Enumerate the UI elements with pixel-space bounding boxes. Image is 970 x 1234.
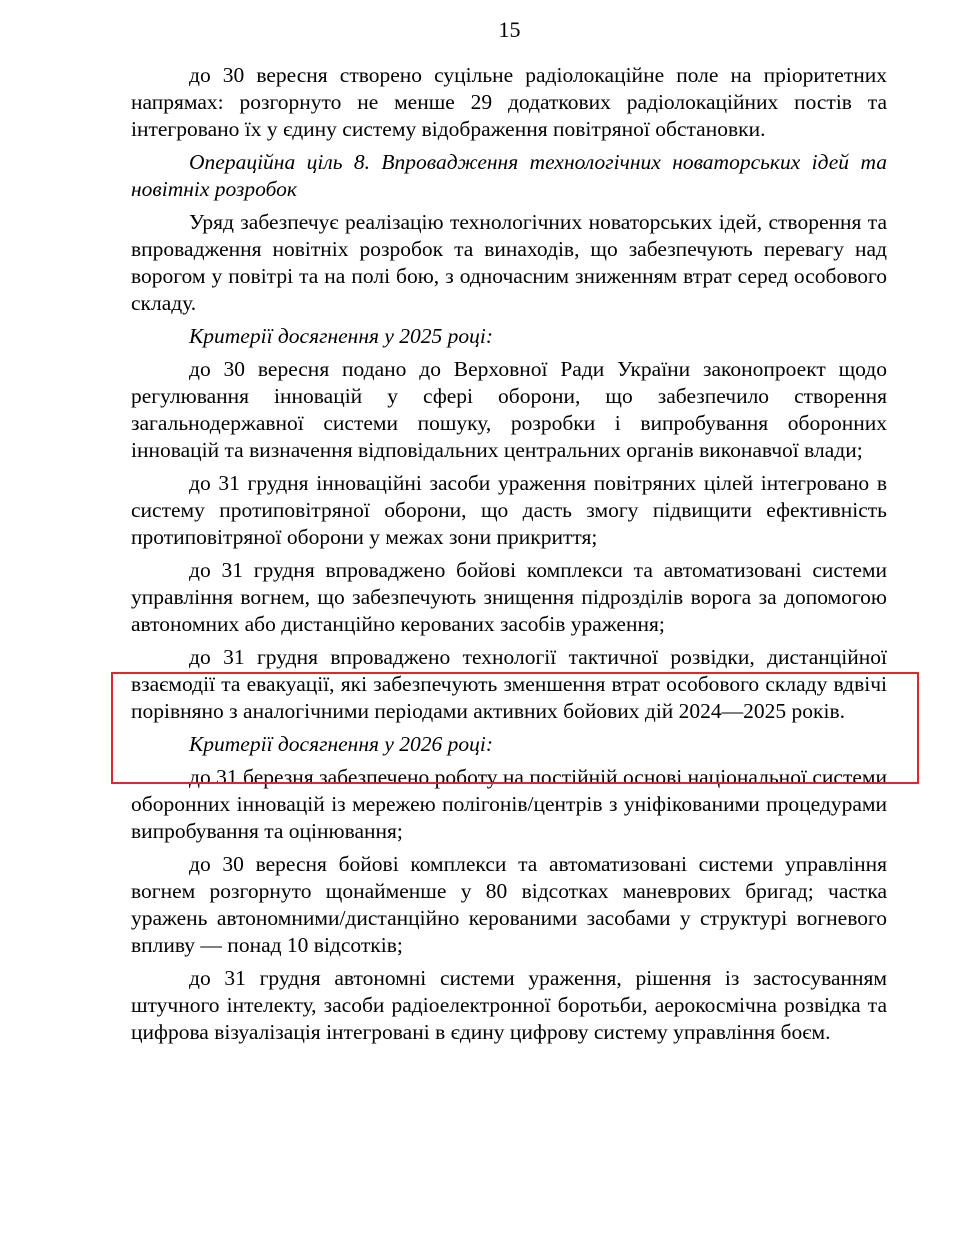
paragraph-tactical-reconnaissance: до 31 грудня впроваджено технології тактичної розвідки, дистанційної взаємодії та евакуації, які забезпечують зменшення втрат особового складу вдвічі порівняно з аналогічними періодами активних бойових дій 2024—2025 років. <box>131 645 887 723</box>
heading-criteria-2026: Критерії досягнення у 2026 році: <box>189 732 494 756</box>
paragraph-digital-battle-system: до 31 грудня автономні системи ураження, рішення із застосуванням штучного інтелекту, засоби радіоелектронної боротьби, аерокосмічна розвідка та цифрова візуалізація інтегровані в єдину цифрову систему управління боєм. <box>131 966 887 1044</box>
paragraph-draft-law: до 30 вересня подано до Верховної Ради України законопроект щодо регулювання інновацій у сфері оборони, що забезпечило створення загальнодержавної системи пошуку, розробки і випробування оборонних інновацій та визначення відповідальних центральних органів виконавчої влади; <box>131 357 887 462</box>
paragraph-innovation-system: до 31 березня забезпечено роботу на постійній основі національної системи оборонних інновацій із мережею полігонів/центрів з уніфікованими процедурами випробування та оцінювання; <box>131 765 887 843</box>
heading-operational-goal-8: Операційна ціль 8. Впровадження технологічних новаторських ідей та новітніх розробок <box>131 150 887 201</box>
document-body <box>131 62 887 1052</box>
paragraph-air-defense: до 31 грудня інноваційні засоби ураження повітряних цілей інтегровано в систему протиповітряної оборони, що дасть змогу підвищити ефективність протиповітряної оборони у межах зони прикриття; <box>131 471 887 549</box>
page-number: 15 <box>498 17 521 42</box>
paragraph-brigades-deployment: до 30 вересня бойові комплекси та автоматизовані системи управління вогнем розгорнуто щонайменше у 80 відсотках маневрових бригад; частка уражень автономними/дистанційно керованими засобами у структурі вогневого впливу — понад 10 відсотків; <box>131 852 887 957</box>
paragraph-combat-complexes: до 31 грудня впроваджено бойові комплекси та автоматизовані системи управління вогнем, що забезпечують знищення підрозділів ворога за допомогою автономних або дистанційно керованих засобів ураження; <box>131 558 887 636</box>
paragraph-radar-field: до 30 вересня створено суцільне радіолокаційне поле на пріоритетних напрямах: розгорнуто не менше 29 додаткових радіолокаційних постів та інтегровано їх у єдину систему відображення повітряної обстановки. <box>131 63 887 141</box>
paragraph-government-provides: Уряд забезпечує реалізацію технологічних новаторських ідей, створення та впровадження новітніх розробок та винаходів, що забезпечують перевагу над ворогом у повітрі та на полі бою, з одночасним зниженням втрат серед особового складу. <box>131 210 887 315</box>
heading-criteria-2025: Критерії досягнення у 2025 році: <box>189 324 494 348</box>
